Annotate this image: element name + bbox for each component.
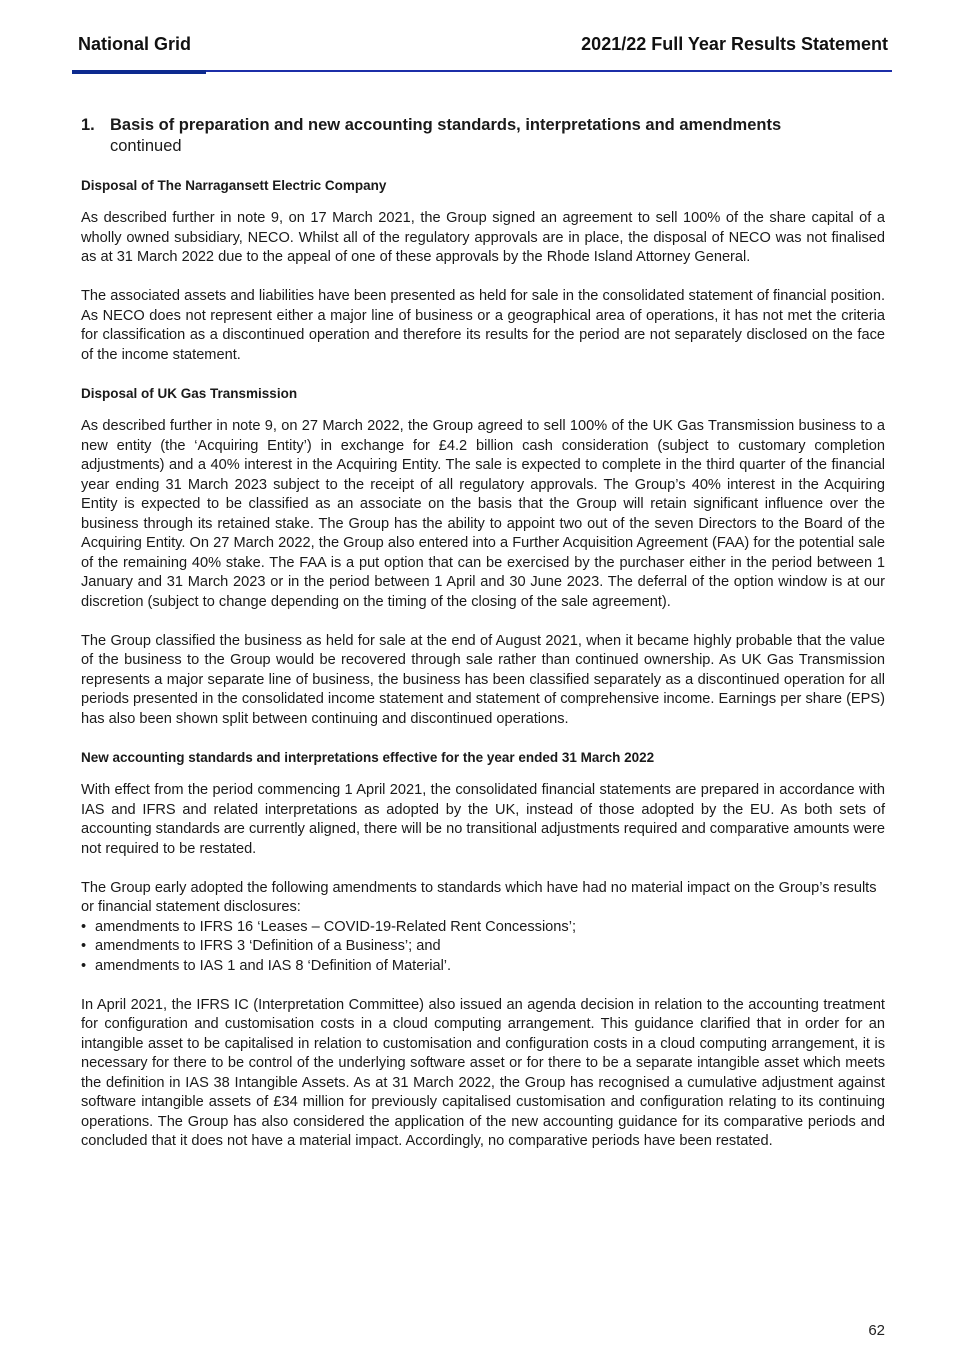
- amendments-list: [81, 918, 885, 977]
- list-item: [81, 937, 885, 957]
- bullet-icon: •: [81, 938, 87, 954]
- section-number: 1.: [81, 116, 95, 134]
- header-divider-accent: [72, 70, 206, 74]
- paragraph: With effect from the period commencing 1 April 2021, the consolidated financial statements are prepared in accordance with IAS and IFRS and related interpretations as adopted by the UK, instead of those adopted by the EU. As both sets of accounting standards are currently aligned, there will be no transitional adjustments required and comparative amounts were not required to be restated.: [81, 782, 885, 857]
- section-title-text: Basis of preparation and new accounting standards, interpretations and amendments: [110, 116, 782, 134]
- section-subtitle: continued: [110, 137, 182, 155]
- list-item: [81, 918, 885, 938]
- page-number: 62: [868, 1322, 885, 1339]
- subheading-new-accounting-standards: New accounting standards and interpretations effective for the year ended 31 March 2022: [81, 750, 655, 765]
- company-name: National Grid: [78, 34, 192, 54]
- paragraph: As described further in note 9, on 17 March 2021, the Group signed an agreement to sell 100% of the share capital of a wholly owned subsidiary, NECO. Whilst all of the regulatory approvals are in place, the disposal of NECO was not finalised as at 31 March 2022 due to the appeal of one of these approvals by the Rhode Island Attorney General.: [81, 210, 885, 265]
- subheading-uk-gas-transmission-disposal: Disposal of UK Gas Transmission: [81, 386, 298, 401]
- list-item: [81, 957, 885, 977]
- paragraph: As described further in note 9, on 27 March 2022, the Group agreed to sell 100% of the UK Gas Transmission business to a new entity (the ‘Acquiring Entity’) in exchange for £4.2 billion cash consideration (subject to customary completion adjustments) and a 40% interest in the Acquiring Entity. The sale is expected to complete in the third quarter of the financial year ending 31 March 2023 subject to the receipt of all regulatory approvals. The Group’s 40% interest in the Acquiring Entity is expected to be classified as an associate on the basis that the Group will retain significant influence over the business through its retained stake. The Group has the ability to appoint two out of the seven Directors to the Board of the Acquiring Entity. On 27 March 2022, the Group also entered into a Further Acquisition Agreement (FAA) for the potential sale of the remaining 40% stake. The FAA is a put option that can be exercised by the purchaser either in the period between 1 January and 31 March 2023 or in the period between 1 April and 30 June 2023. The deferral of the option window is at our discretion (subject to change depending on the timing of the closing of the sale agreement).: [81, 418, 885, 610]
- bullet-icon: •: [81, 957, 87, 974]
- page-content: [81, 115, 885, 1171]
- paragraph: In April 2021, the IFRS IC (Interpretation Committee) also issued an agenda decision in relation to the accounting treatment for configuration and customisation costs in a cloud computing arrangement. This guidance clarified that in order for an intangible asset to be capitalised in relation to customisation and configuration costs in a cloud computing arrangement, it is necessary for there to be control of the underlying software asset or for there to be a separate intangible asset which meets the definition in IAS 38 Intangible Assets. As at 31 March 2022, the Group has recognised a cumulative adjustment against software intangible assets of £34 million for previously capitalised customisation and configuration relating to its continuing operations. The Group has also considered the application of the new accounting guidance for its comparative periods and concluded that it does not have a material impact. Accordingly, no comparative periods have been restated.: [81, 996, 885, 1149]
- paragraph: The Group early adopted the following amendments to standards which have had no material impact on the Group’s results or financial statement disclosures:: [81, 879, 877, 915]
- list-item-text: amendments to IAS 1 and IAS 8 ‘Definition of Material’.: [95, 957, 452, 974]
- document-title: 2021/22 Full Year Results Statement: [581, 34, 888, 54]
- section-title: [81, 115, 885, 136]
- list-item-text: amendments to IFRS 3 ‘Definition of a Business’; and: [95, 938, 441, 954]
- bullet-icon: •: [81, 918, 87, 935]
- subheading-neco-disposal: Disposal of The Narragansett Electric Company: [81, 178, 387, 193]
- list-item-text: amendments to IFRS 16 ‘Leases – COVID-19-Related Rent Concessions’;: [95, 918, 577, 935]
- page-header: [72, 34, 892, 58]
- paragraph: The associated assets and liabilities have been presented as held for sale in the consolidated statement of financial position. As NECO does not represent either a major line of business or a geographical area of operations, it has not met the criteria for classification as a discontinued operation and therefore its results for the period are not separately disclosed on the face of the income statement.: [81, 288, 885, 363]
- paragraph: The Group classified the business as held for sale at the end of August 2021, when it became highly probable that the value of the business to the Group would be recovered through sale rather than continued ownership. As UK Gas Transmission represents a major separate line of business, the business has been classified separately as a discontinued operation for all periods presented in the consolidated income statement and statement of comprehensive income. Earnings per share (EPS) has also been shown split between continuing and discontinued operations.: [81, 632, 885, 727]
